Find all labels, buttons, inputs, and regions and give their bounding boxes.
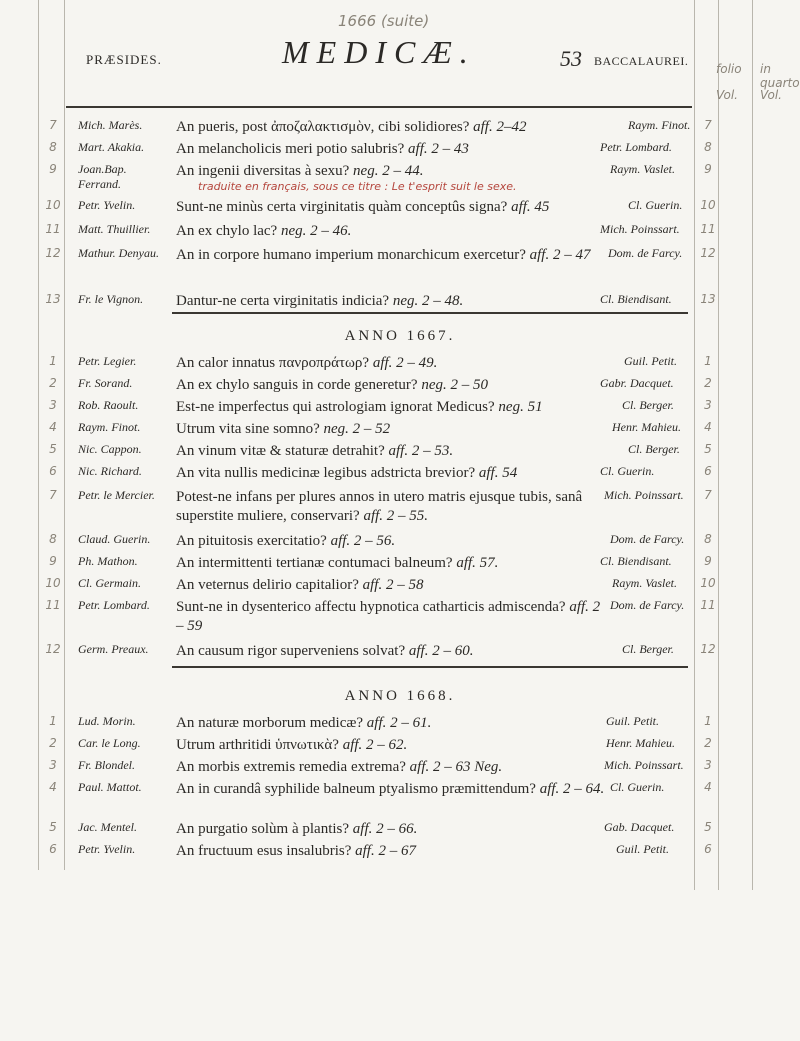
- baccalaureus-name: Cl. Guerin.: [628, 198, 683, 212]
- row-index: 8: [49, 532, 57, 546]
- praeses-name: Raym. Finot.: [78, 420, 141, 434]
- baccalaurei-heading: BACCALAUREI.: [594, 54, 689, 68]
- row-index: 2: [49, 376, 57, 390]
- question-text: An ex chylo sanguis in corde generetur? neg. 2 – 50: [176, 377, 489, 393]
- baccalaureus-name: Mich. Poinssart.: [604, 488, 684, 502]
- row-index: 5: [49, 820, 57, 834]
- row-index: 10: [45, 576, 61, 590]
- row-index: 1: [49, 714, 57, 728]
- praeses-name: Petr. Yvelin.: [78, 198, 136, 212]
- folio-vol-label: Vol.: [716, 88, 738, 102]
- row-index-right: 3: [704, 758, 712, 772]
- row-index-right: 1: [704, 354, 712, 368]
- praeses-name: Joan.Bap. Ferrand.: [78, 162, 127, 191]
- row-index-right: 9: [704, 162, 712, 176]
- praeses-name: Petr. Legier.: [78, 354, 137, 368]
- baccalaureus-name: Cl. Guerin.: [600, 464, 655, 478]
- baccalaureus-name: Mich. Poinssart.: [604, 758, 684, 772]
- row-index: 4: [49, 420, 57, 434]
- right-column-line-3: [752, 0, 753, 890]
- handwritten-annotation: 1666 (suite): [338, 12, 430, 30]
- row-index-right: 5: [704, 820, 712, 834]
- row-index: 11: [45, 222, 61, 236]
- row-index: 13: [45, 292, 61, 306]
- praeses-name: Fr. Sorand.: [78, 376, 133, 390]
- baccalaureus-name: Raym. Vaslet.: [612, 576, 677, 590]
- baccalaureus-name: Dom. de Farcy.: [610, 532, 685, 546]
- baccalaureus-name: Guil. Petit.: [606, 714, 659, 728]
- baccalaureus-name: Cl. Berger.: [628, 442, 680, 456]
- row-index-right: 12: [700, 246, 716, 260]
- page-number: 53: [560, 46, 582, 71]
- header-rule: [66, 106, 692, 108]
- row-index-right: 2: [704, 376, 712, 390]
- question-text: Est-ne imperfectus qui astrologiam ignorat Medicus? neg. 51: [176, 399, 543, 415]
- praeses-name: Rob. Raoult.: [78, 398, 139, 412]
- question-text: An vita nullis medicinæ legibus adstricta brevior? aff. 54: [176, 465, 518, 481]
- row-index-right: 8: [704, 140, 712, 154]
- row-index: 10: [45, 198, 61, 212]
- praeses-name: Mich. Marès.: [78, 118, 143, 132]
- row-index: 4: [49, 780, 57, 794]
- row-index: 1: [49, 354, 57, 368]
- section-rule: [172, 666, 688, 668]
- praesides-heading: PRÆSIDES.: [86, 52, 162, 67]
- left-margin-line-2: [64, 0, 65, 870]
- question-text: An ingenii diversitas à sexu? neg. 2 – 44.: [176, 163, 424, 179]
- row-index: 12: [45, 642, 61, 656]
- row-index-right: 11: [700, 598, 716, 612]
- question-text: An fructuum esus insalubris? aff. 2 – 67: [176, 843, 416, 859]
- baccalaureus-name: Gabr. Dacquet.: [600, 376, 674, 390]
- row-index-right: 8: [704, 532, 712, 546]
- praeses-name: Cl. Germain.: [78, 576, 141, 590]
- baccalaureus-name: Guil. Petit.: [616, 842, 669, 856]
- question-text: An purgatio solùm à plantis? aff. 2 – 66.: [176, 821, 418, 837]
- row-index-right: 12: [700, 642, 716, 656]
- row-index: 12: [45, 246, 61, 260]
- row-index-right: 10: [700, 198, 716, 212]
- question-text: Utrum arthritidi ὑπνωτικὰ? aff. 2 – 62.: [176, 737, 408, 753]
- question-text: Sunt-ne minùs certa virginitatis quàm conceptûs signa? aff. 45: [176, 199, 550, 215]
- praeses-name: Nic. Cappon.: [78, 442, 142, 456]
- praeses-name: Matt. Thuillier.: [78, 222, 151, 236]
- section-rule: [172, 312, 688, 314]
- question-text: An veternus delirio capitalior? aff. 2 – 58: [176, 577, 424, 593]
- question-text: An vinum vitæ & staturæ detrahit? aff. 2 – 53.: [176, 443, 454, 459]
- question-text: An in corpore humano imperium monarchicum exercetur? aff. 2 – 47: [176, 247, 591, 263]
- section-title: ANNO 1668.: [344, 688, 456, 704]
- row-index-right: 1: [704, 714, 712, 728]
- praeses-name: Fr. le Vignon.: [78, 292, 144, 306]
- question-text: An pueris, post ἀποζαλακτισμὸν, cibi solidiores? aff. 2–42: [176, 119, 527, 135]
- row-index-right: 6: [704, 842, 712, 856]
- praeses-name: Claud. Guerin.: [78, 532, 151, 546]
- row-index-right: 6: [704, 464, 712, 478]
- question-text: An pituitosis exercitatio? aff. 2 – 56.: [176, 533, 396, 549]
- row-index-right: 3: [704, 398, 712, 412]
- question-text: An morbis extremis remedia extrema? aff. 2 – 63 Neg.: [176, 759, 503, 775]
- question-text: An calor innatus πανροπράτωρ? aff. 2 – 49.: [176, 355, 438, 371]
- row-index-right: 9: [704, 554, 712, 568]
- row-index-right: 5: [704, 442, 712, 456]
- question-text: An naturæ morborum medicæ? aff. 2 – 61.: [176, 715, 432, 731]
- praeses-name: Car. le Long.: [78, 736, 141, 750]
- praeses-name: Jac. Mentel.: [78, 820, 137, 834]
- row-index: 9: [49, 554, 57, 568]
- baccalaureus-name: Cl. Biendisant.: [600, 292, 672, 306]
- question-text: Sunt-ne in dysenterico affectu hypnotica catharticis admiscenda? aff. 2 – 59: [176, 599, 601, 634]
- baccalaureus-name: Henr. Mahieu.: [612, 420, 681, 434]
- row-index: 3: [49, 398, 57, 412]
- row-index: 9: [49, 162, 57, 176]
- baccalaureus-name: Cl. Berger.: [622, 398, 674, 412]
- row-index-right: 13: [700, 292, 716, 306]
- question-text: An causum rigor superveniens solvat? aff. 2 – 60.: [176, 643, 474, 659]
- section-title: ANNO 1667.: [344, 328, 456, 344]
- question-text: Potest-ne infans per plures annos in utero matris ejusque tubis, sanâ superstite muliere, conservari? aff. 2 – 55.: [176, 489, 583, 524]
- praeses-name: Petr. Yvelin.: [78, 842, 136, 856]
- baccalaureus-name: Petr. Lombard.: [600, 140, 672, 154]
- left-margin-line: [38, 0, 39, 870]
- baccalaureus-name: Henr. Mahieu.: [606, 736, 675, 750]
- question-text: An in curandâ syphilide balneum ptyalismo præmittendum? aff. 2 – 64.: [176, 781, 605, 797]
- praeses-name: Ph. Mathon.: [78, 554, 138, 568]
- question-text: Utrum vita sine somno? neg. 2 – 52: [176, 421, 391, 437]
- baccalaureus-name: Cl. Guerin.: [610, 780, 665, 794]
- row-index: 11: [45, 598, 61, 612]
- praeses-name: Mathur. Denyau.: [78, 246, 159, 260]
- baccalaureus-name: Mich. Poinssart.: [600, 222, 680, 236]
- quarto-heading: in quarto: [760, 62, 800, 90]
- question-text: An intermittenti tertianæ contumaci balneum? aff. 57.: [176, 555, 499, 571]
- baccalaureus-name: Gab. Dacquet.: [604, 820, 675, 834]
- baccalaureus-name: Cl. Berger.: [622, 642, 674, 656]
- baccalaureus-name: Dom. de Farcy.: [610, 598, 685, 612]
- baccalaureus-name: Raym. Finot.: [628, 118, 691, 132]
- praeses-name: Petr. Lombard.: [78, 598, 150, 612]
- praeses-name: Petr. le Mercier.: [78, 488, 155, 502]
- question-text: An ex chylo lac? neg. 2 – 46.: [176, 223, 352, 239]
- row-index: 6: [49, 842, 57, 856]
- baccalaureus-name: Dom. de Farcy.: [608, 246, 683, 260]
- question-text: An melancholicis meri potio salubris? aff. 2 – 43: [176, 141, 469, 157]
- row-index: 6: [49, 464, 57, 478]
- page-title: MEDICÆ.: [282, 34, 476, 70]
- praeses-name: Paul. Mattot.: [78, 780, 142, 794]
- baccalaureus-name: Cl. Biendisant.: [600, 554, 672, 568]
- row-index: 8: [49, 140, 57, 154]
- quarto-vol-label: Vol.: [760, 88, 782, 102]
- row-index-right: 7: [704, 488, 712, 502]
- row-index-right: 4: [704, 780, 712, 794]
- row-index: 2: [49, 736, 57, 750]
- row-index: 3: [49, 758, 57, 772]
- baccalaureus-name: Guil. Petit.: [624, 354, 677, 368]
- row-index: 7: [49, 488, 57, 502]
- praeses-name: Fr. Blondel.: [78, 758, 135, 772]
- baccalaureus-name: Raym. Vaslet.: [610, 162, 675, 176]
- row-index: 7: [49, 118, 57, 132]
- praeses-name: Lud. Morin.: [78, 714, 136, 728]
- praeses-name: Germ. Preaux.: [78, 642, 149, 656]
- praeses-name: Mart. Akakia.: [78, 140, 145, 154]
- row-index-right: 7: [704, 118, 712, 132]
- row-index-right: 10: [700, 576, 716, 590]
- praeses-name: Nic. Richard.: [78, 464, 142, 478]
- row-index-right: 11: [700, 222, 716, 236]
- row-index: 5: [49, 442, 57, 456]
- question-text: Dantur-ne certa virginitatis indicia? neg. 2 – 48.: [176, 293, 464, 309]
- handwritten-note: traduite en français, sous ce titre : Le t'esprit suit le sexe.: [198, 180, 517, 193]
- folio-heading: folio: [716, 62, 742, 76]
- row-index-right: 4: [704, 420, 712, 434]
- row-index-right: 2: [704, 736, 712, 750]
